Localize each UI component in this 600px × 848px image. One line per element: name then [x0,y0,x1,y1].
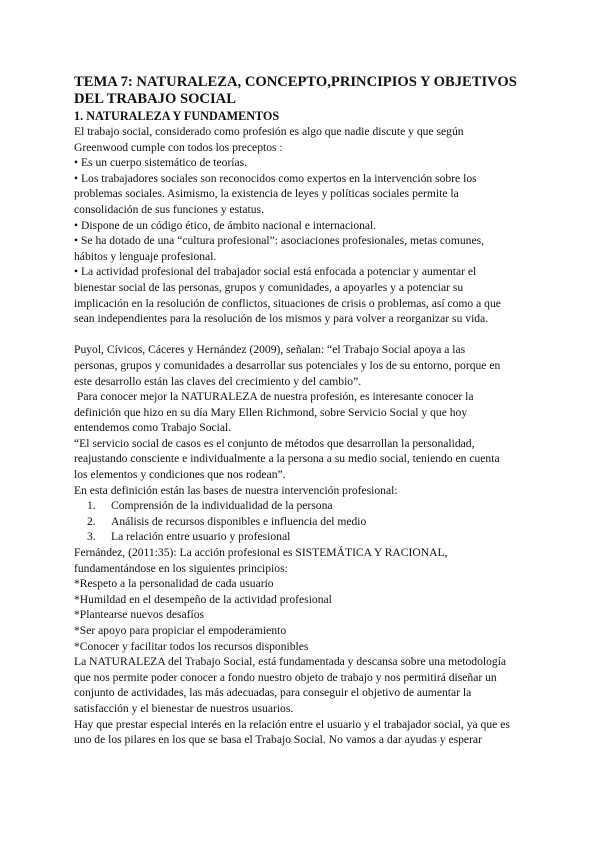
list-number: 2. [87,514,96,528]
fernandez-paragraph [74,545,534,576]
text-line: Fernández, (2011:35): La acción profesional es SISTEMÁTICA Y RACIONAL, [74,546,448,560]
paragraph-gap [74,327,534,343]
bullet-item [74,218,534,234]
bullet-item [74,155,534,171]
text-line: Greenwood cumple con todos los preceptos : [74,140,283,154]
numbered-list [74,498,534,545]
list-item [74,514,534,530]
bullet-item [74,233,534,264]
text-line: hábitos y lenguaje profesional. [74,249,217,263]
text-line: consolidación de sus funciones y estatus. [74,202,264,216]
list-text: Comprensión de la individualidad de la persona [111,499,333,513]
text-line: bienestar social de las personas, grupos y comunidades, a apoyarles y a potenciar su [74,280,464,294]
text-line: sean independientes para la resolución de los mismos y para volver a reorganizar su vida. [74,312,489,326]
text-line: este desarrollo están las claves del crecimiento y del cambio”. [74,374,362,388]
closing-paragraph [74,717,534,748]
title-line-2: DEL TRABAJO SOCIAL [74,91,236,107]
text-line: • La actividad profesional del trabajador social está enfocada a potenciar y aumentar el [74,265,477,279]
text-line: Puyol, Cívicos, Cáceres y Hernández (2009), señalan: “el Trabajo Social apoya a las [74,343,466,357]
puyol-paragraph [74,342,534,389]
title-line-1: TEMA 7: NATURALEZA, CONCEPTO,PRINCIPIOS Y OBJETIVOS [74,74,517,90]
principle-item: *Respeto a la personalidad de cada usuario [74,577,274,591]
text-line: El trabajo social, considerado como profesión es algo que nadie discute y que según [74,125,464,138]
text-line: entendemos como Trabajo Social. [74,421,232,435]
text-line: implicación en la resolución de conflictos, situaciones de crisis o problemas, así como a que [74,296,501,310]
text-line: los elementos y condiciones que nos rodean”. [74,468,286,482]
list-item [74,498,534,514]
naturaleza-paragraph [74,654,534,716]
text-line: uno de los pilares en los que se basa el Trabajo Social. No vamos a dar ayudas y esperar [74,733,482,747]
text-line: • Se ha dotado de una “cultura profesional”: asociaciones profesionales, metas comunes, [74,234,485,248]
text-line: La NATURALEZA del Trabajo Social, está fundamentada y descansa sobre una metodología [74,655,507,669]
list-number: 3. [87,530,96,544]
richmond-paragraph [74,389,534,436]
text-line: fundamentándose en los siguientes principios: [74,561,288,575]
richmond-quote [74,436,534,483]
text-line: personas, grupos y comunidades a desarrollar sus potenciales y los de su entorno, porque en [74,358,501,372]
intro-paragraph [74,124,534,155]
text-line: reajustando consciente e individualmente a la persona a su medio social, teniendo en cuenta [74,452,500,466]
text-line: • Los trabajadores sociales son reconocidos como expertos en la intervención sobre los [74,171,477,185]
bullet-item [74,171,534,218]
list-text: La relación entre usuario y profesional [111,530,291,544]
principles-list [74,576,534,654]
text-line: conjunto de actividades, las más adecuadas, para conseguir el objetivo de aumentar la [74,686,472,700]
text-line: que nos permite poder conocer a fondo nuestro objeto de trabajo y nos permitirá diseñar un [74,670,497,684]
text-line: • Dispone de un código ético, de ámbito nacional e internacional. [74,218,377,232]
text-line: satisfacción y el bienestar de nuestros usuarios. [74,701,294,715]
document-page [74,74,534,748]
text-line: Para conocer mejor la NATURALEZA de nuestra profesión, es interesante conocer la [74,390,474,404]
list-item [74,529,534,545]
list-number: 1. [87,499,96,513]
text-line: definición que hizo en su día Mary Ellen Richmond, sobre Servicio Social y que hoy [74,405,468,419]
principle-item: *Ser apoyo para propiciar el empoderamiento [74,624,287,637]
text-line: • Es un cuerpo sistemático de teorías. [74,156,248,170]
list-text: Análisis de recursos disponibles e influencia del medio [111,514,367,528]
section-heading: 1. NATURALEZA Y FUNDAMENTOS [74,109,280,123]
text-line: problemas sociales. Asimismo, la existencia de leyes y políticas sociales permite la [74,187,459,201]
principle-item: *Humildad en el desempeño de la actividad profesional [74,592,332,606]
principle-item: *Conocer y facilitar todos los recursos disponibles [74,639,309,653]
text-line: Hay que prestar especial interés en la relación entre el usuario y el trabajador social, ya que es [74,717,510,731]
bases-intro: En esta definición están las bases de nuestra intervención profesional: [74,483,398,497]
bullet-item [74,264,534,326]
document-title [74,74,534,108]
principle-item: *Plantearse nuevos desafíos [74,608,205,622]
text-line: “El servicio social de casos es el conjunto de métodos que desarrollan la personalidad, [74,436,475,450]
